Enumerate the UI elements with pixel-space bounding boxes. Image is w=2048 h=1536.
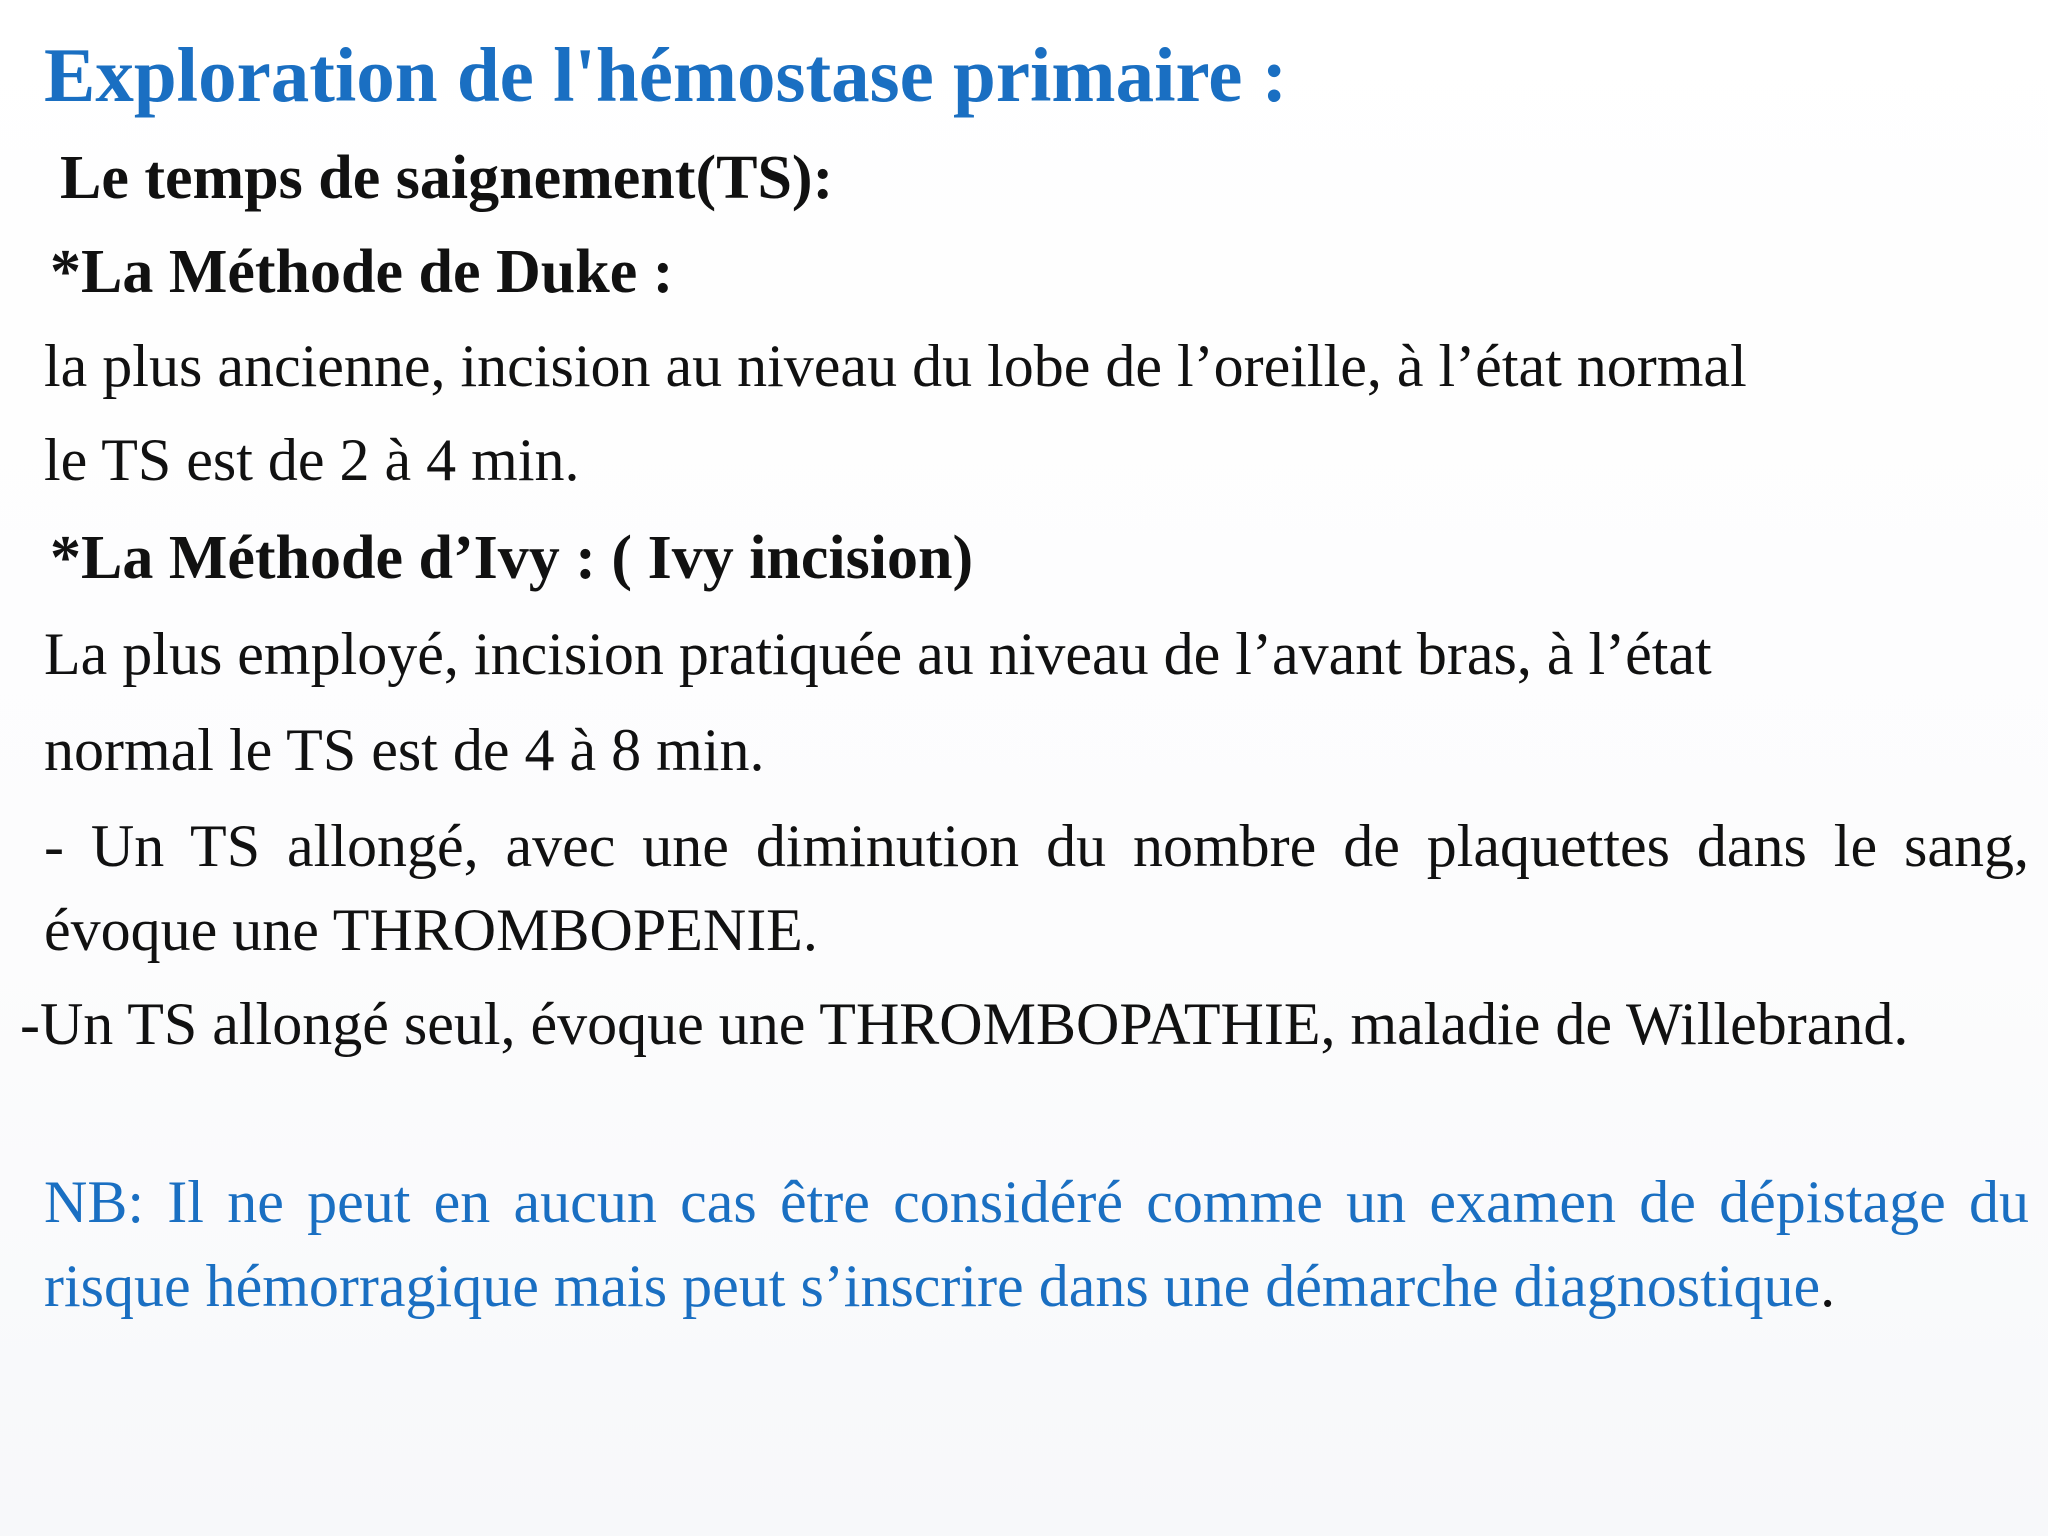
duke-description-line-2: le TS est de 2 à 4 min. [44,427,580,493]
thrombopathie-paragraph: -Un TS allongé seul, évoque une THROMBOPATHIE, maladie de Willebrand. [20,991,1909,1057]
ivy-method-heading: *La Méthode d’Ivy : ( Ivy incision) [50,524,974,592]
duke-description-line-1: la plus ancienne, incision au niveau du lobe de l’oreille, à l’état normal [44,333,1747,399]
nb-note [44,1160,2029,1328]
slide-title: Exploration de l'hémostase primaire : [44,32,1288,118]
thrombopenie-paragraph: - Un TS allongé, avec une diminution du nombre de plaquettes dans le sang, évoque une THROMBOPENIE. [44,813,2029,963]
nb-note-period: . [1820,1253,1836,1319]
ivy-description-line-1: La plus employé, incision pratiquée au niveau de l’avant bras, à l’état [44,621,1712,687]
ivy-description-line-2: normal le TS est de 4 à 8 min. [44,717,765,783]
nb-note-text: NB: Il ne peut en aucun cas être considéré comme un examen de dépistage du risque hémorragique mais peut s’inscrire dans une démarche diagnostique [44,1169,2029,1319]
duke-method-heading: *La Méthode de Duke : [50,238,674,306]
section-heading: Le temps de saignement(TS): [60,144,834,212]
